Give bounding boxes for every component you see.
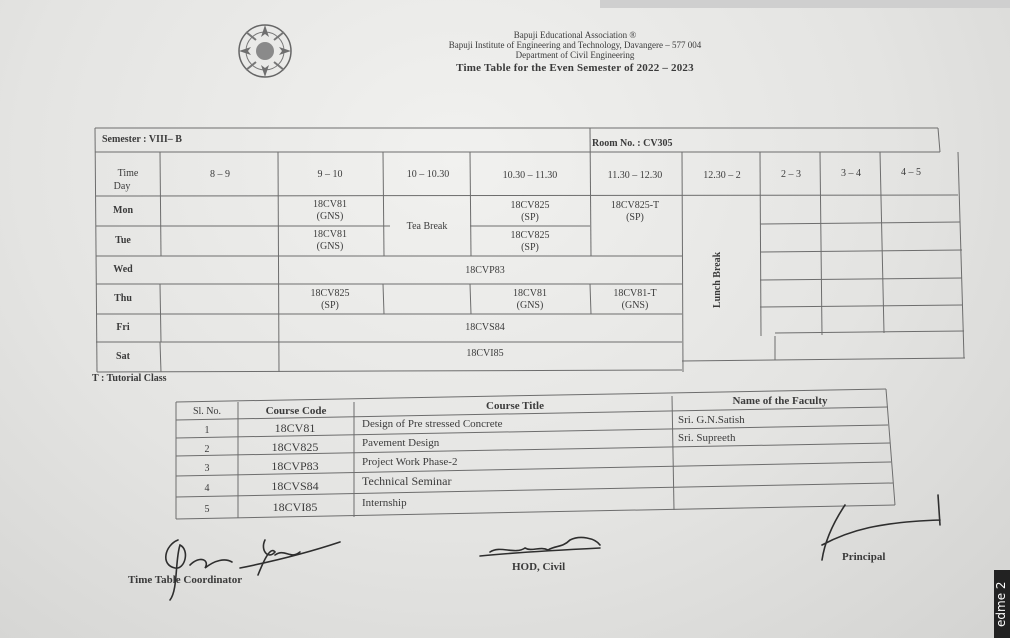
course-row-sl: 5 <box>204 504 210 515</box>
course-header-title: Course Title <box>486 400 544 412</box>
thu-11-30: 18CV81-T (GNS) <box>613 288 657 311</box>
course-row-sl: 2 <box>204 444 210 455</box>
day-label: Sat <box>116 351 130 362</box>
day-label: Thu <box>114 293 132 304</box>
course-row-title: Pavement Design <box>362 437 440 449</box>
day-label: Wed <box>113 264 133 275</box>
course-row-code: 18CV825 <box>271 440 319 454</box>
slot-header: 10 – 10.30 <box>406 169 450 180</box>
thu-9-10: 18CV825 (SP) <box>310 288 350 311</box>
course-row-sl: 4 <box>204 483 210 494</box>
room-label: Room No. : CV305 <box>592 138 673 149</box>
wed-span: 18CVP83 <box>465 265 505 276</box>
mon-10-30: 18CV825 (SP) <box>510 200 550 223</box>
coordinator-signature-label: Time Table Coordinator <box>128 574 243 586</box>
slot-header: 12.30 – 2 <box>703 170 741 181</box>
sat-span: 18CVI85 <box>466 348 504 359</box>
day-label: Fri <box>116 322 130 333</box>
tea-break: Tea Break <box>406 221 448 232</box>
course-row-faculty: Sri. Supreeth <box>678 432 736 444</box>
day-label: Mon <box>113 205 133 216</box>
course-header-sl: Sl. No. <box>192 406 222 417</box>
course-row-faculty: Sri. G.N.Satish <box>678 414 745 426</box>
course-row-sl: 3 <box>204 463 210 474</box>
fri-span: 18CVS84 <box>465 322 505 333</box>
slot-header: 9 – 10 <box>317 169 343 180</box>
tutorial-note: T : Tutorial Class <box>92 373 167 384</box>
slot-header: 4 – 5 <box>901 167 921 178</box>
principal-signature-label: Principal <box>842 551 886 563</box>
slot-header: 2 – 3 <box>781 169 801 180</box>
tue-9-10: 18CV81 (GNS) <box>313 229 347 252</box>
slot-header: 11.30 – 12.30 <box>607 170 663 181</box>
course-row-code: 18CV81 <box>274 421 316 435</box>
tue-10-30: 18CV825 (SP) <box>510 230 550 253</box>
course-row-title: Project Work Phase-2 <box>362 456 458 468</box>
department-name: Department of Civil Engineering <box>515 50 635 60</box>
document-title: Time Table for the Even Semester of 2022 – 2023 <box>456 62 694 74</box>
association-name: Bapuji Educational Association ® <box>513 30 637 40</box>
slot-header: 3 – 4 <box>841 168 861 179</box>
thu-10-30: 18CV81 (GNS) <box>513 288 547 311</box>
course-row-sl: 1 <box>204 425 210 436</box>
institute-name: Bapuji Institute of Engineering and Technology, Davangere – 577 004 <box>448 40 702 50</box>
course-header-code: Course Code <box>265 405 327 417</box>
slot-header: 10.30 – 11.30 <box>502 170 558 181</box>
hod-signature-label: HOD, Civil <box>512 561 566 573</box>
edge-watermark-text: edme 2 <box>994 570 1010 638</box>
mon-11-30: 18CV825-T (SP) <box>610 200 660 223</box>
course-row-code: 18CVP83 <box>271 459 319 473</box>
corner-time: Time <box>117 168 139 179</box>
course-row-title: Technical Seminar <box>362 474 452 488</box>
course-row-title: Design of Pre stressed Concrete <box>362 418 503 430</box>
semester-label: Semester : VIII– B <box>102 134 182 145</box>
course-row-title: Internship <box>362 497 407 509</box>
course-row-code: 18CVI85 <box>272 500 318 514</box>
slot-header: 8 – 9 <box>210 169 230 180</box>
mon-9-10: 18CV81 (GNS) <box>313 199 347 222</box>
course-row-code: 18CVS84 <box>271 479 319 493</box>
corner-day: Day <box>113 181 131 192</box>
day-label: Tue <box>115 235 131 246</box>
course-header-faculty: Name of the Faculty <box>732 395 828 407</box>
lunch-break: Lunch Break <box>712 251 723 309</box>
